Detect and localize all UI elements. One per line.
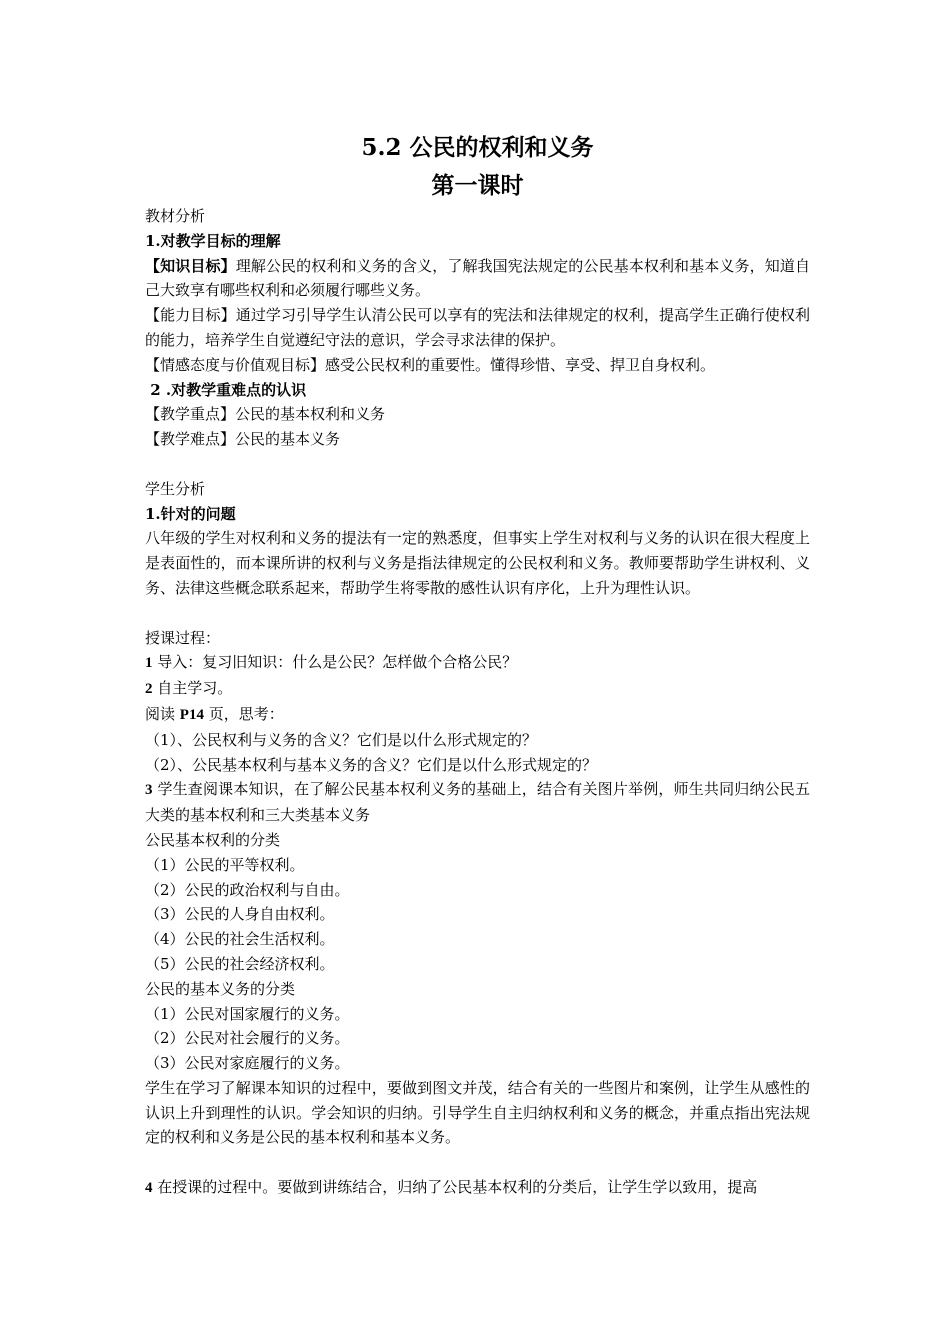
material-sub2: 2 .对教学重难点的认识 — [145, 380, 307, 399]
reading-suffix: 页，思考： — [203, 704, 284, 723]
list-item: （1）公民的平等权利。 — [145, 855, 305, 874]
document-title: 5.2 公民的权利和义务 — [361, 134, 594, 161]
document-page — [145, 130, 810, 1201]
question-1: （1）、公民权利与义务的含义？它们是以什么形式规定的？ — [145, 730, 538, 749]
document-subtitle: 第一课时 — [431, 172, 524, 199]
step-4 — [145, 1175, 810, 1201]
question-2: （2）、公民基本权利与基本义务的含义？它们是以什么形式规定的？ — [145, 755, 598, 774]
step-number: 4 — [145, 1180, 153, 1197]
list-item: （3）公民的人身自由权利。 — [145, 905, 335, 924]
material-sub1: 1.对教学目标的理解 — [145, 231, 281, 250]
rights-list — [145, 853, 810, 977]
spacer — [145, 452, 810, 477]
material-heading: 教材分析 — [145, 207, 206, 225]
emotion-tag: 【情感态度与价值观目标】 — [145, 355, 326, 374]
duties-list — [145, 1002, 810, 1076]
step-2 — [145, 676, 810, 702]
step-text: 导入：复习旧知识：什么是公民？怎样做个合格公民？ — [152, 653, 518, 672]
list-item: （2）公民对社会履行的义务。 — [145, 1029, 350, 1048]
student-paragraph: 八年级的学生对权利和义务的提法有一定的熟悉度，但事实上学生对权利与义务的认识在很大程度上是表面性的，而本课所讲的权利与义务是指法律规定的公民权利和义务。教师要帮助学生讲权利、义务、法律这些概念联系起来，帮助学生将零散的感性认识有序化，上升为理性认识。 — [145, 529, 810, 597]
student-heading: 学生分析 — [145, 479, 206, 498]
list-item: （4）公民的社会生活权利。 — [145, 930, 335, 949]
spacer — [145, 601, 810, 626]
list-item: （3）公民对家庭履行的义务。 — [145, 1054, 350, 1073]
knowledge-goal — [145, 254, 810, 304]
emotion-goal — [145, 353, 810, 378]
knowledge-tag: 【知识目标】 — [145, 256, 236, 275]
ability-tag: 【能力目标】 — [145, 306, 236, 325]
step-3 — [145, 777, 810, 828]
ability-text: 通过学习引导学生认清公民可以享有的宪法和法律规定的权利，提高学生正确行使权利的能力，培养学生自觉遵纪守法的意识，学会寻求法律的保护。 — [145, 306, 810, 349]
process-heading: 授课过程： — [145, 628, 221, 647]
student-sub1: 1.针对的问题 — [145, 504, 236, 523]
knowledge-text: 理解公民的权利和义务的含义，了解我国宪法规定的公民基本权利和基本义务，知道自己大致享有哪些权利和必须履行哪些义务。 — [145, 256, 810, 300]
list-item: （1）公民对国家履行的义务。 — [145, 1004, 350, 1023]
rights-heading: 公民基本权利的分类 — [145, 830, 281, 849]
key-point: 【教学重点】公民的基本权利和义务 — [145, 405, 386, 424]
step-text: 在授课的过程中。要做到讲练结合，归纳了公民基本权利的分类后，让学生学以致用，提高 — [152, 1178, 758, 1197]
step-text: 学生查阅课本知识，在了解公民基本权利义务的基础上，结合有关图片举例，师生共同归纳公民五大类的基本权利和三大类基本义务 — [145, 780, 810, 825]
step-1 — [145, 650, 810, 676]
duties-heading: 公民的基本义务的分类 — [145, 979, 296, 998]
spacer — [145, 1150, 810, 1175]
reading-prefix: 阅读 — [145, 704, 180, 723]
step-number: 2 — [145, 681, 153, 698]
difficulty-point: 【教学难点】公民的基本义务 — [145, 430, 341, 449]
ability-goal — [145, 303, 810, 353]
reading-page: P14 — [179, 706, 204, 723]
step-number: 1 — [145, 655, 153, 672]
step-number: 3 — [145, 782, 153, 799]
list-item: （5）公民的社会经济权利。 — [145, 954, 335, 973]
reading-instruction — [145, 702, 810, 728]
step-text: 自主学习。 — [152, 679, 233, 698]
list-item: （2）公民的政治权利与自由。 — [145, 880, 350, 899]
summary-paragraph: 学生在学习了解课本知识的过程中，要做到图文并茂，结合有关的一些图片和案例，让学生从感性的认识上升到理性的认识。学会知识的归纳。引导学生自主归纳权利和义务的概念，并重点指出宪法规定的权利和义务是公民的基本权利和基本义务。 — [145, 1078, 810, 1147]
emotion-text: 感受公民权利的重要性。懂得珍惜、享受、捍卫自身权利。 — [325, 355, 716, 374]
